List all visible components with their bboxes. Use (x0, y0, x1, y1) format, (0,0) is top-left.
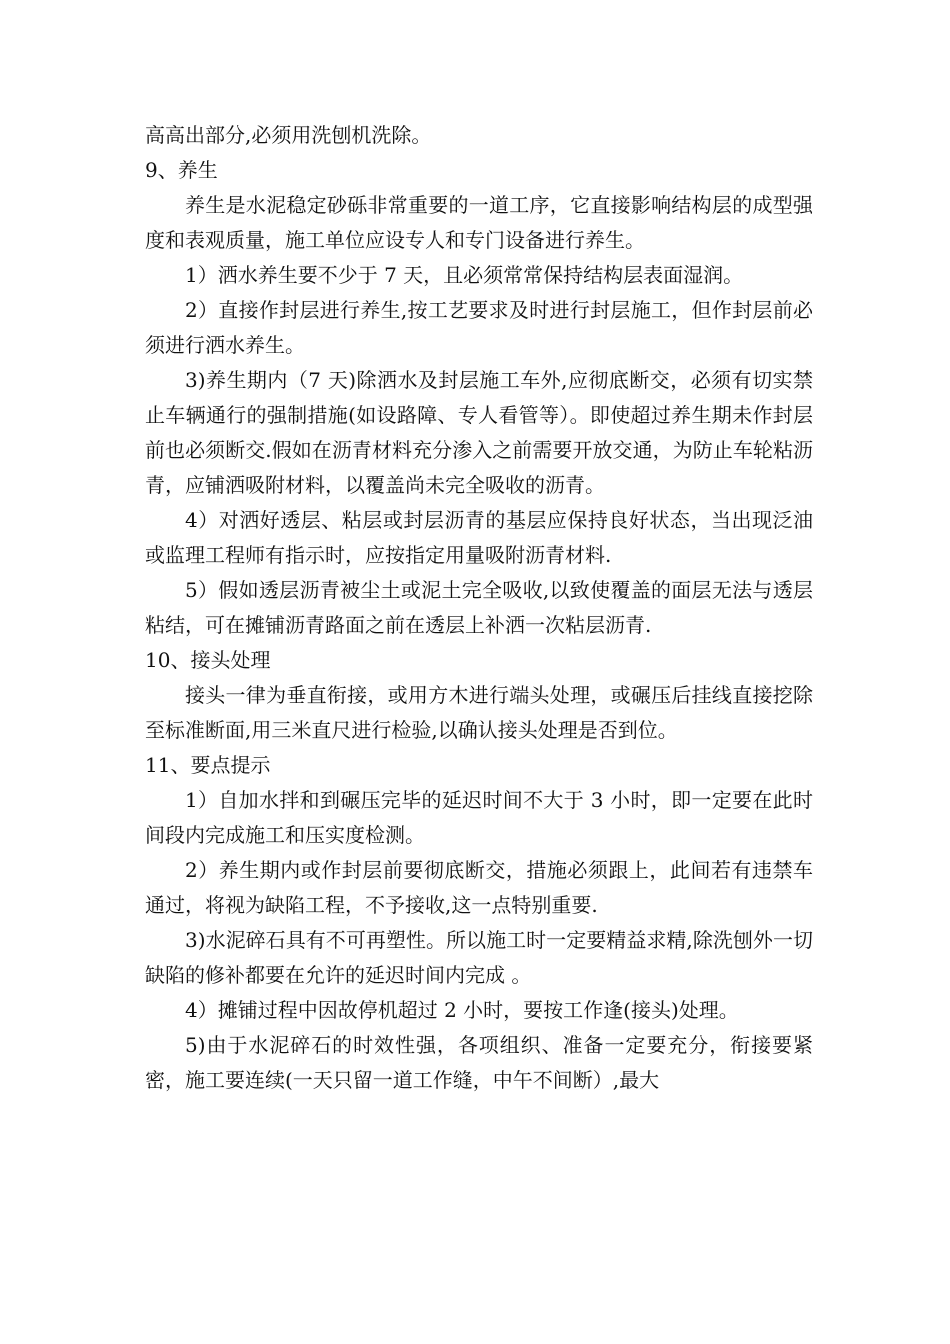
list-item-curing-4: 4）对洒好透层、粘层或封层沥青的基层应保持良好状态，当出现泛油或监理工程师有指示时，应按指定用量吸附沥青材料. (145, 508, 813, 567)
list-item-curing-3: 3)养生期内（7 天)除洒水及封层施工车外,应彻底断交，必须有切实禁止车辆通行的强制措施(如设路障、专人看管等）。即使超过养生期未作封层前也必须断交.假如在沥青材料充分渗入之前需要开放交通，为防止车轮粘沥青，应铺洒吸附材料，以覆盖尚未完全吸收的沥青。 (145, 368, 813, 497)
list-item-key-point-5: 5)由于水泥碎石的时效性强，各项组织、准备一定要充分，衔接要紧密，施工要连续(一天只留一道工作缝，中午不间断）,最大 (145, 1033, 813, 1092)
list-item-key-point-1: 1）自加水拌和到碾压完毕的延迟时间不大于 3 小时，即一定要在此时间段内完成施工和压实度检测。 (145, 788, 813, 847)
paragraph-joint: 接头一律为垂直衔接，或用方木进行端头处理，或碾压后挂线直接挖除至标准断面,用三米直尺进行检验,以确认接头处理是否到位。 (145, 683, 813, 742)
paragraph-continuation: 高高出部分,必须用洗刨机洗除。 (145, 123, 432, 147)
section-heading-joint: 10、接头处理 (145, 648, 271, 672)
paragraph-curing-intro: 养生是水泥稳定砂砾非常重要的一道工序，它直接影响结构层的成型强度和表观质量，施工单位应设专人和专门设备进行养生。 (145, 193, 813, 252)
list-item-curing-2: 2）直接作封层进行养生,按工艺要求及时进行封层施工，但作封层前必须进行洒水养生。 (145, 298, 813, 357)
list-item-curing-1: 1）洒水养生要不少于 7 天，且必须常常保持结构层表面湿润。 (185, 263, 744, 287)
section-heading-key-points: 11、要点提示 (145, 753, 271, 777)
section-heading-curing: 9、养生 (145, 158, 218, 182)
list-item-key-point-4: 4）摊铺过程中因故停机超过 2 小时，要按工作逢(接头)处理。 (185, 998, 739, 1022)
document-body (145, 118, 813, 1098)
list-item-curing-5: 5）假如透层沥青被尘土或泥土完全吸收,以致使覆盖的面层无法与透层粘结，可在摊铺沥青路面之前在透层上补洒一次粘层沥青. (145, 578, 813, 637)
list-item-key-point-3: 3)水泥碎石具有不可再塑性。所以施工时一定要精益求精,除洗刨外一切缺陷的修补都要在允许的延迟时间内完成 。 (145, 928, 813, 987)
list-item-key-point-2: 2）养生期内或作封层前要彻底断交，措施必须跟上，此间若有违禁车通过，将视为缺陷工程，不予接收,这一点特别重要. (145, 858, 813, 917)
